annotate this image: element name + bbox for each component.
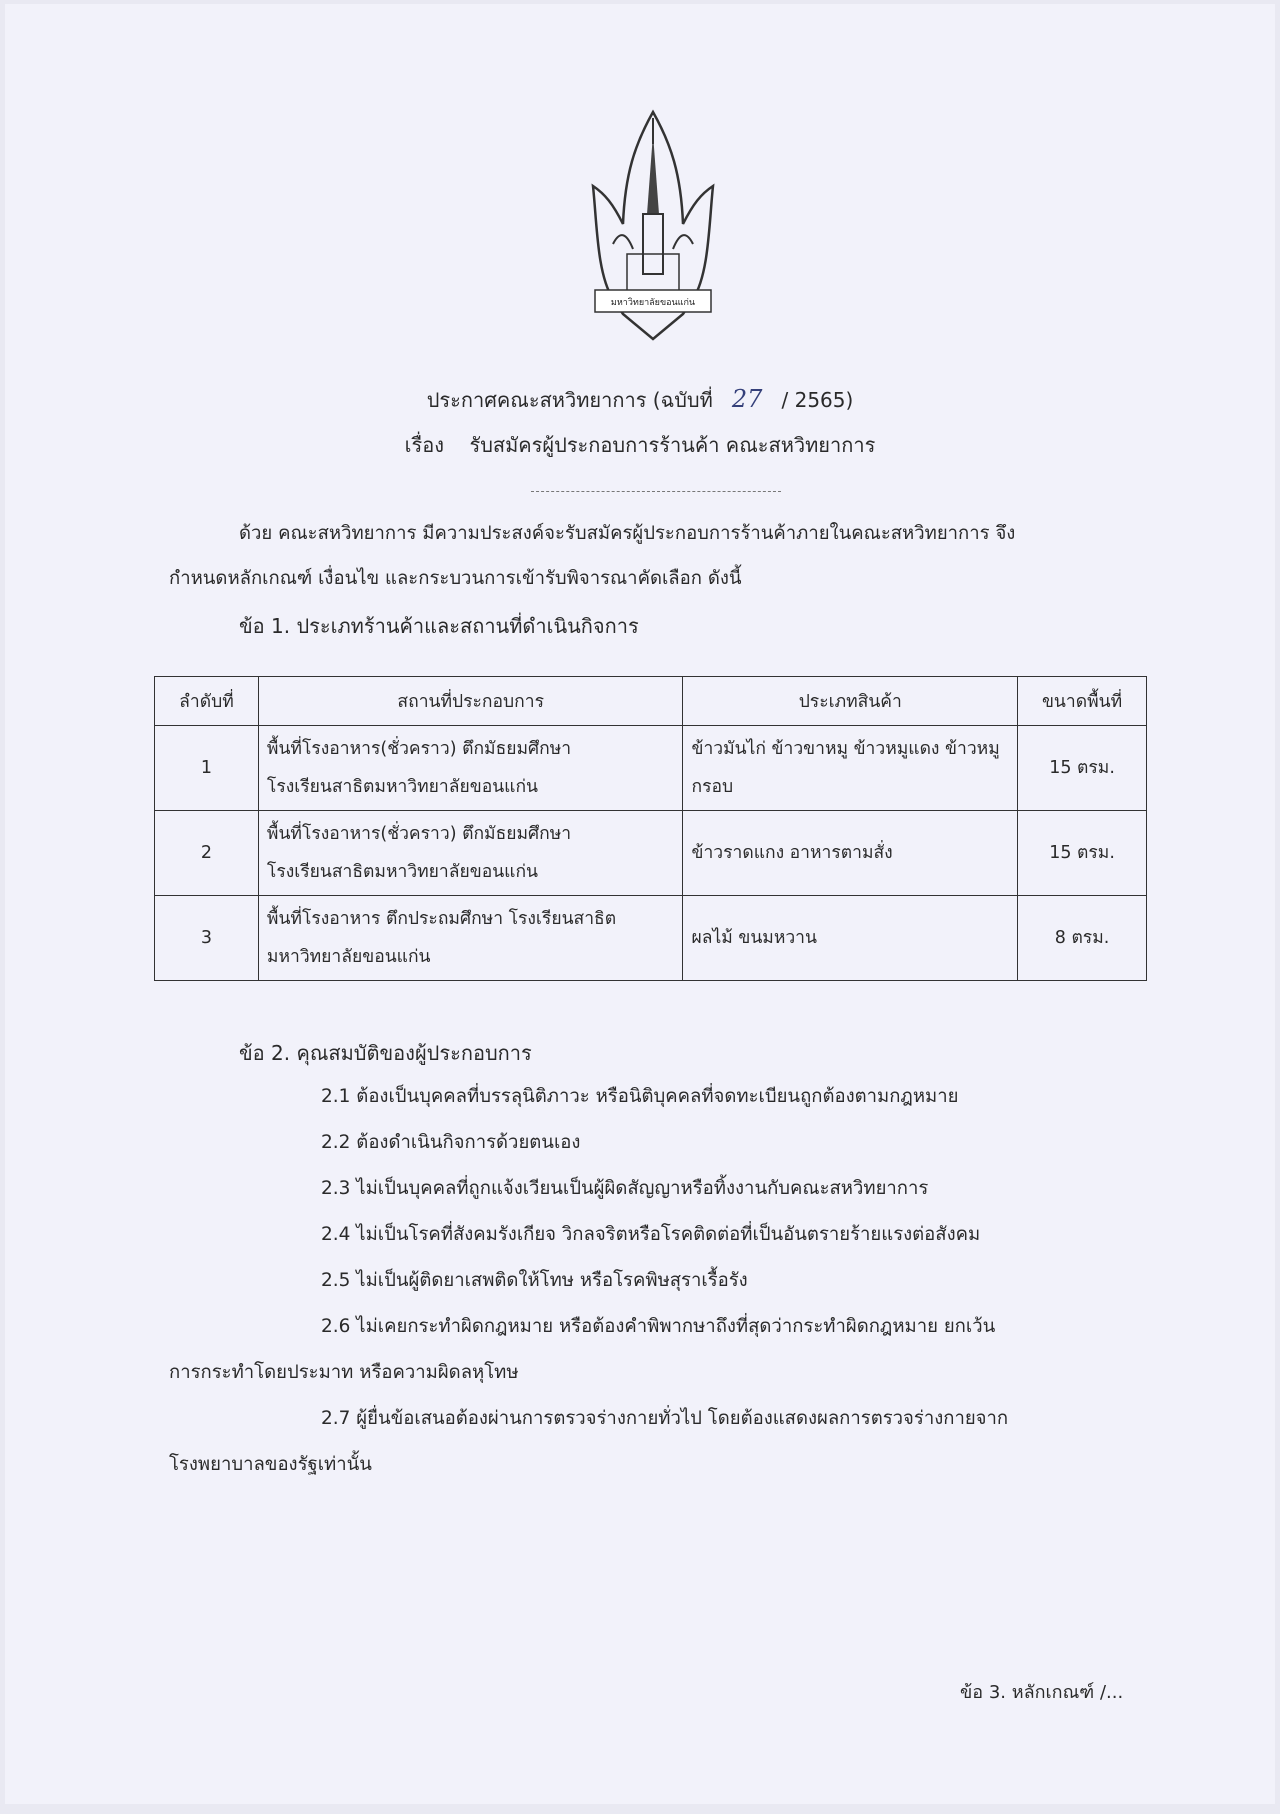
row-area: 15 ตรม. <box>1018 726 1147 811</box>
row-products: ข้าวราดแกง อาหารตามสั่ง <box>683 811 1018 896</box>
subject-label: เรื่อง <box>404 433 445 457</box>
title-suffix: / 2565) <box>781 388 854 412</box>
row-no: 2 <box>155 811 259 896</box>
qualification-item: 2.6 ไม่เคยกระทำผิดกฎหมาย หรือต้องคำพิพากษาถึงที่สุดว่ากระทำผิดกฎหมาย ยกเว้น <box>321 1316 996 1337</box>
col-header-no: ลำดับที่ <box>155 677 259 726</box>
intro-line-1: ด้วย คณะสหวิทยาการ มีความประสงค์จะรับสมัครผู้ประกอบการร้านค้าภายในคณะสหวิทยาการ จึง <box>239 523 1016 544</box>
row-area: 8 ตรม. <box>1018 896 1147 981</box>
row-no: 1 <box>155 726 259 811</box>
section-1-heading: ข้อ 1. ประเภทร้านค้าและสถานที่ดำเนินกิจการ <box>239 614 639 638</box>
qualification-item: 2.7 ผู้ยื่นข้อเสนอต้องผ่านการตรวจร่างกายทั่วไป โดยต้องแสดงผลการตรวจร่างกายจาก <box>321 1408 1009 1429</box>
page-continuation: ข้อ 3. หลักเกณฑ์ /... <box>960 1682 1124 1703</box>
title-prefix: ประกาศคณะสหวิทยาการ (ฉบับที่ <box>426 388 713 412</box>
qualification-item: 2.2 ต้องดำเนินกิจการด้วยตนเอง <box>321 1132 581 1153</box>
row-products: ข้าวมันไก่ ข้าวขาหมู ข้าวหมูแดง ข้าวหมูกรอบ <box>683 726 1018 811</box>
table-header-row <box>155 677 1147 726</box>
row-location: พื้นที่โรงอาหาร(ชั่วคราว) ตึกมัธยมศึกษา โรงเรียนสาธิตมหาวิทยาลัยขอนแก่น <box>258 726 683 811</box>
qualification-item: 2.5 ไม่เป็นผู้ติดยาเสพติดให้โทษ หรือโรคพิษสุราเรื้อรัง <box>321 1270 748 1291</box>
row-no: 3 <box>155 896 259 981</box>
qualification-item: 2.4 ไม่เป็นโรคที่สังคมรังเกียจ วิกลจริตหรือโรคติดต่อที่เป็นอันตรายร้ายแรงต่อสังคม <box>321 1224 981 1245</box>
table-row <box>155 896 1147 981</box>
col-header-products: ประเภทสินค้า <box>683 677 1018 726</box>
qualification-item: 2.1 ต้องเป็นบุคคลที่บรรลุนิติภาวะ หรือนิติบุคคลที่จดทะเบียนถูกต้องตามกฎหมาย <box>321 1086 959 1107</box>
row-area: 15 ตรม. <box>1018 811 1147 896</box>
col-header-area: ขนาดพื้นที่ <box>1018 677 1147 726</box>
qualification-item: 2.3 ไม่เป็นบุคคลที่ถูกแจ้งเวียนเป็นผู้ผิดสัญญาหรือทิ้งงานกับคณะสหวิทยาการ <box>321 1178 929 1199</box>
col-header-location: สถานที่ประกอบการ <box>258 677 683 726</box>
announcement-title <box>5 384 1275 416</box>
title-divider <box>531 491 781 492</box>
row-location: พื้นที่โรงอาหาร(ชั่วคราว) ตึกมัธยมศึกษา โรงเรียนสาธิตมหาวิทยาลัยขอนแก่น <box>258 811 683 896</box>
shop-table <box>154 676 1147 981</box>
section-2-heading: ข้อ 2. คุณสมบัติของผู้ประกอบการ <box>239 1041 532 1065</box>
subject-text: รับสมัครผู้ประกอบการร้านค้า คณะสหวิทยาการ <box>469 433 876 457</box>
qualification-item-continued: โรงพยาบาลของรัฐเท่านั้น <box>169 1454 372 1475</box>
intro-line-2: กำหนดหลักเกณฑ์ เงื่อนไข และกระบวนการเข้ารับพิจารณาคัดเลือก ดังนี้ <box>169 568 742 589</box>
table-row <box>155 811 1147 896</box>
row-location: พื้นที่โรงอาหาร ตึกประถมศึกษา โรงเรียนสาธิตมหาวิทยาลัยขอนแก่น <box>258 896 683 981</box>
issue-number: 27 <box>731 385 763 413</box>
university-logo <box>583 104 723 344</box>
qualification-item-continued: การกระทำโดยประมาท หรือความผิดลหุโทษ <box>169 1362 519 1383</box>
logo-caption: มหาวิทยาลัยขอนแก่น <box>610 298 696 308</box>
row-products: ผลไม้ ขนมหวาน <box>683 896 1018 981</box>
document-page <box>5 4 1275 1804</box>
announcement-subject <box>5 429 1275 461</box>
table-row <box>155 726 1147 811</box>
